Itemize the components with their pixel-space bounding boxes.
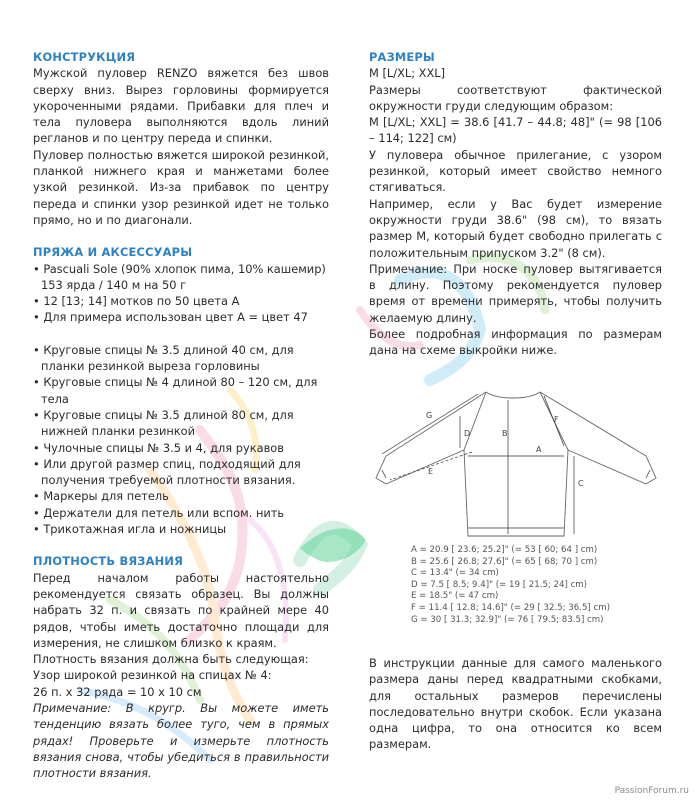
label-d: D [464, 429, 471, 438]
yarn-heading: ПРЯЖА И АКСЕССУАРЫ [33, 245, 193, 260]
list-item: • Маркеры для петель [33, 488, 329, 504]
legend-item: A = 20.9 [ 23.6; 25.2]" (= 53 [ 60; 64 ] cm) [411, 545, 598, 555]
gauge-heading: ПЛОТНОСТЬ ВЯЗАНИЯ [33, 554, 184, 569]
sizes-paragraph-5: Примечание: При носке пуловер вытягивается в длину. Поэтому рекомендуется пуловер время от времени примерять, чтобы получить желаемую длину. [369, 261, 662, 325]
gauge-paragraph-1: Перед началом работы настоятельно рекомендуется связать образец. Вы должны набрать 32 п. и связать по крайней мере 40 рядов, чтобы иметь достаточно площади для измерения, не слишком близко к краям. [33, 570, 329, 650]
sweater-schematic [368, 386, 678, 546]
construction-paragraph-2: Пуловер полностью вяжется широкой резинкой, планкой нижнего края и манжетами более узкой резинкой. Из-за прибавок по центру переда и спинки узор резинкой идет не только прямо, но и по диагонали. [33, 147, 329, 227]
sizes-paragraph-6: Более подробная информация по размерам дана на схеме выкройки ниже. [369, 327, 662, 358]
label-b: B [502, 429, 508, 438]
construction-heading: КОНСТРУКЦИЯ [33, 50, 136, 64]
list-item: • Для примера использован цвет А = цвет 47 [33, 309, 329, 325]
right-column [369, 49, 662, 359]
measurements-legend [411, 545, 610, 626]
gauge-note: Примечание: В кругр. Вы можете иметь тенденцию вязать более туго, чем в прямых рядах! Проверьте и измерьте плотность вязания снова, чтобы убедиться в правильности плотности вязания. [33, 700, 329, 781]
label-c: C [578, 479, 584, 488]
gauge-paragraph-3: Узор широкой резинкой на спицах № 4: [33, 668, 272, 683]
list-item: • Трикотажная игла и ножницы [33, 521, 329, 537]
gauge-paragraph-2: Плотность вязания должна быть следующая: [33, 652, 309, 667]
legend-item: D = 7.5 [ 8.5; 9.4]" (= 19 [ 21.5; 24] cm) [411, 579, 588, 590]
legend-item: E = 18.5" (= 47 cm) [411, 591, 499, 602]
neckline [486, 392, 540, 398]
construction-paragraph-1: Мужской пуловер RENZO вяжется без швов сверху вниз. Вырез горловины формируется укороченными рядами. Прибавки для плеч и тела пуловера выполняются вдоль линий регланов и по центру переда и спинки. [33, 66, 329, 146]
list-item: • Чулочные спицы № 3.5 и 4, для рукавов [33, 440, 329, 456]
list-item: • Круговые спицы № 4 длиной 80 – 120 см, для тела [33, 374, 329, 407]
legend-item: C = 13.4" (= 34 cm) [411, 568, 499, 579]
list-item: • Pascuali Sole (90% хлопок пима, 10% кашемир) 153 ярда / 140 м на 50 г [33, 261, 329, 294]
tools-list [33, 342, 329, 538]
sizes-paragraph-2: M [L/XL; XXL] = 38.6 [41.7 – 44.8; 48]" (= 98 [106 – 114; 122] см) [369, 115, 662, 146]
legend-item: F = 11.4 [ 12.8; 14.6]" (= 29 [ 32.5; 36.5] cm) [411, 602, 610, 613]
list-item: • Круговые спицы № 3.5 длиной 80 см, для нижней планки резинкой [33, 407, 329, 440]
legend-item: G = 30 [ 31.3; 32.9]" (= 76 [ 79.5; 83.5] cm) [411, 614, 604, 625]
label-f: F [554, 415, 559, 424]
list-item: • Держатели для петель или вспом. нить [33, 505, 329, 521]
label-a: A [536, 445, 542, 454]
list-item: • Круговые спицы № 3.5 длиной 40 см, для планки резинкой выреза горловины [33, 342, 329, 375]
sizes-heading: РАЗМЕРЫ [369, 50, 435, 64]
label-e: E [428, 467, 434, 476]
sweater-outline [376, 392, 656, 536]
sizes-paragraph-3: У пуловера обычное прилегание, с узором резинкой, который имеет свойство немного стягиваться. [369, 147, 662, 195]
yarn-list [33, 261, 329, 326]
list-item: • Или другой размер спиц, подходящий для получения требуемой плотности вязания. [33, 456, 329, 489]
sizes-list: M [L/XL; XXL] [369, 66, 446, 81]
list-item: • 12 [13; 14] мотков по 50 цвета А [33, 293, 329, 309]
watermark: PassionForum.ru [614, 786, 689, 796]
gauge-paragraph-4: 26 п. х 32 ряда = 10 х 10 см [33, 684, 202, 699]
label-g: G [426, 411, 433, 420]
left-column [33, 49, 329, 781]
sizes-note: В инструкции данные для самого маленького размера даны перед квадратными скобками, для остальных размеров перечислены последовательно внутри скобок. Если указана одна цифра, то она относится ко всем размерам. [369, 656, 662, 752]
legend-item: B = 25.6 [ 26.8; 27.6]" (= 65 [ 68; 70 ] cm) [411, 556, 598, 567]
sizes-paragraph-1: Размеры соответствуют фактической окружности груди следующим образом: [369, 82, 662, 113]
sizes-paragraph-4: Например, если у Вас будет измерение окружности груди 38.6" (98 см), то вязать размер М, который будет свободно прилегать с положительным припуском 3.2" (8 см). [369, 196, 662, 260]
